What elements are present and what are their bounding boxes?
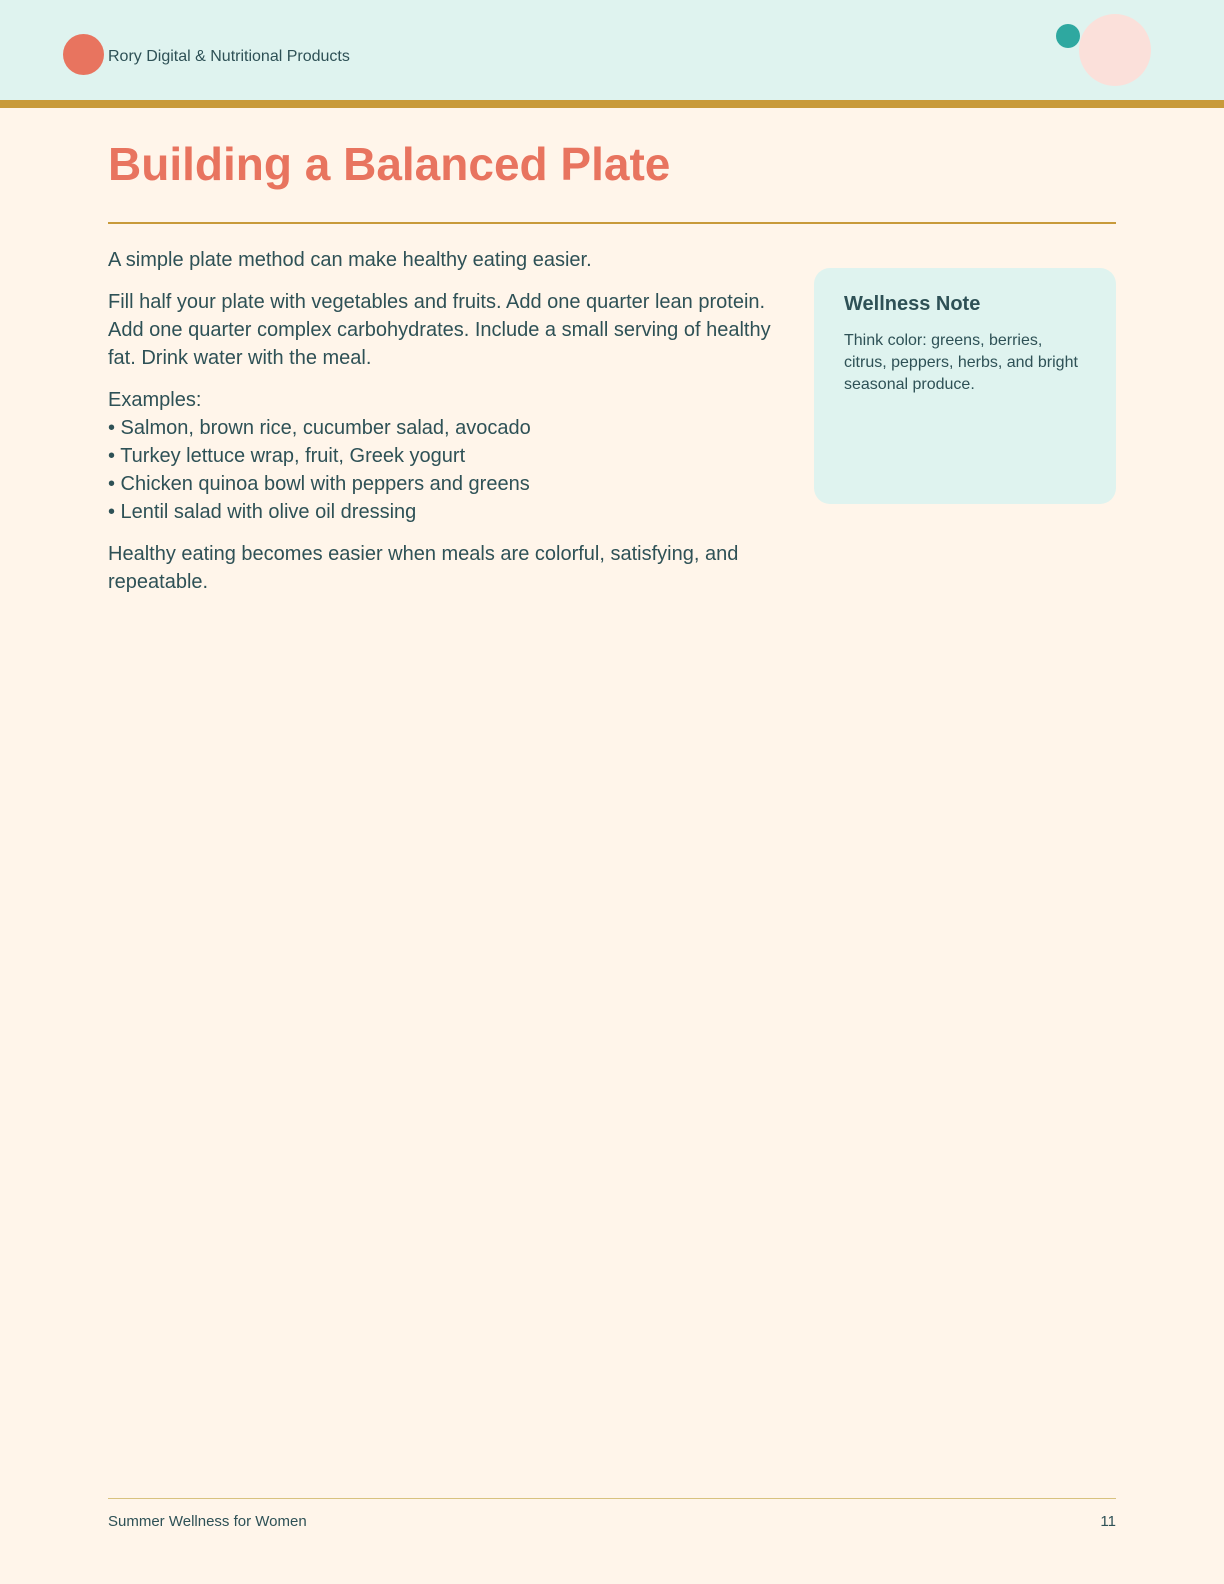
guidance-paragraph: Fill half your plate with vegetables and fruits. Add one quarter lean protein. Add one quarter complex carbohydrates. Include a small serving of healthy fat. Drink water with the meal. — [108, 291, 771, 369]
page-header — [0, 0, 1224, 100]
title-divider — [108, 222, 1116, 224]
publication-title: Summer Wellness for Women — [108, 1513, 307, 1530]
wellness-note-body: Think color: greens, berries, citrus, peppers, herbs, and bright seasonal produce. — [844, 332, 1078, 393]
example-item: • Chicken quinoa bowl with peppers and greens — [108, 473, 530, 495]
example-item: • Lentil salad with olive oil dressing — [108, 501, 417, 523]
page-number: 11 — [1100, 1513, 1116, 1530]
examples-list — [108, 414, 780, 526]
footer-divider — [108, 1498, 1116, 1499]
example-item: • Turkey lettuce wrap, fruit, Greek yogurt — [108, 445, 466, 467]
page-title: Building a Balanced Plate — [108, 138, 671, 190]
brand-name: Rory Digital & Nutritional Products — [108, 48, 350, 65]
wellness-note-title: Wellness Note — [844, 293, 981, 315]
header-accent-bar — [0, 100, 1224, 108]
brand-logo-dot — [63, 34, 104, 75]
wellness-note-card — [814, 268, 1116, 504]
decorative-circle-large — [1079, 14, 1151, 86]
decorative-circle-small — [1056, 24, 1080, 48]
intro-paragraph: A simple plate method can make healthy eating easier. — [108, 249, 592, 271]
main-content — [108, 246, 780, 610]
closing-paragraph: Healthy eating becomes easier when meals are colorful, satisfying, and repeatable. — [108, 543, 739, 593]
examples-label: Examples: — [108, 389, 202, 411]
example-item: • Salmon, brown rice, cucumber salad, avocado — [108, 417, 531, 439]
